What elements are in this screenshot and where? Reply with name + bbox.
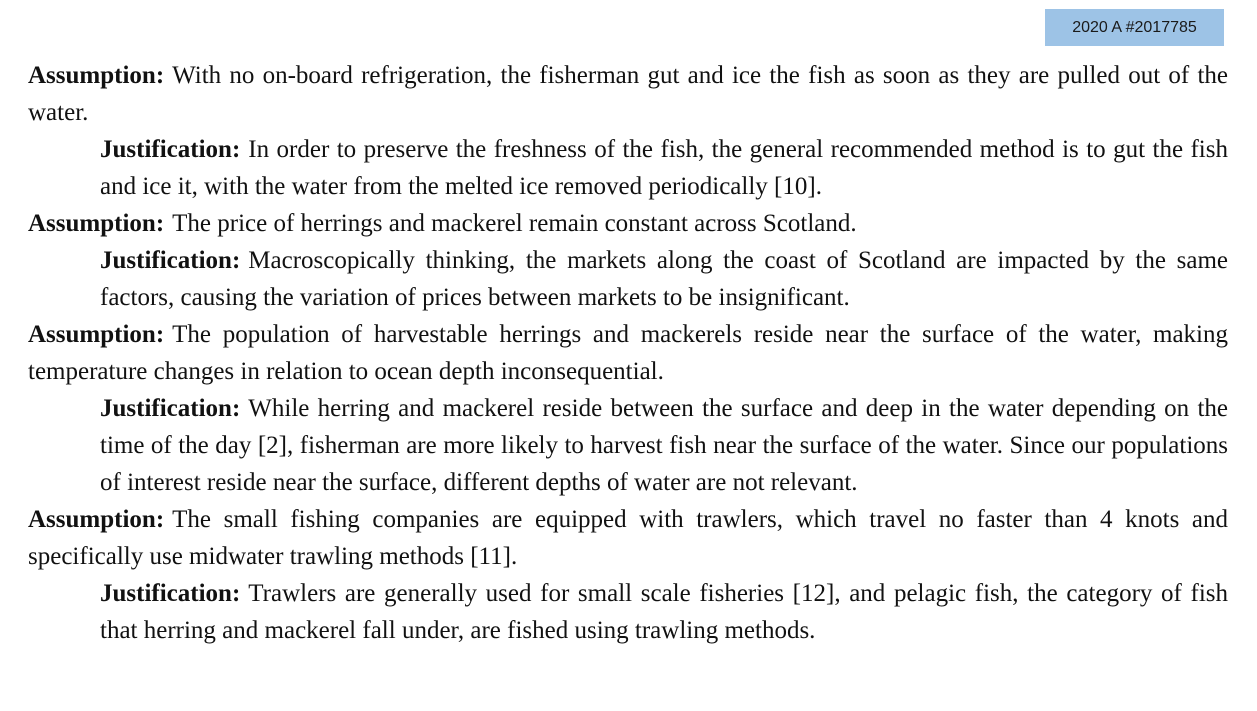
assumption-3 — [28, 316, 1228, 390]
assumptions-section — [28, 57, 1228, 649]
justification-text: In order to preserve the freshness of the fish, the general recommended method is to gut the fish and ice it, with the water from the melted ice removed periodically [10]. — [100, 136, 1228, 200]
assumption-label: Assumption: — [28, 62, 165, 89]
justification-label: Justification: — [100, 580, 241, 607]
assumption-text: With no on-board refrigeration, the fisherman gut and ice the fish as soon as they are pulled out of the water. — [28, 62, 1228, 126]
assumption-text: The price of herrings and mackerel remain constant across Scotland. — [172, 210, 857, 237]
assumption-label: Assumption: — [28, 210, 165, 237]
assumption-label: Assumption: — [28, 506, 165, 533]
justification-label: Justification: — [100, 247, 241, 274]
justification-3 — [28, 390, 1228, 501]
justification-text: Macroscopically thinking, the markets along the coast of Scotland are impacted by the same factors, causing the variation of prices between markets to be insignificant. — [100, 247, 1228, 311]
justification-label: Justification: — [100, 136, 241, 163]
assumption-text: The small fishing companies are equipped with trawlers, which travel no faster than 4 knots and specifically use midwater trawling methods [11]. — [28, 506, 1228, 570]
document-id-tag: 2020 A #2017785 — [1045, 9, 1224, 46]
justification-4 — [28, 575, 1228, 649]
justification-text: While herring and mackerel reside between the surface and deep in the water depending on the time of the day [2], fisherman are more likely to harvest fish near the surface of the water. Since our populations of interest reside near the surface, different depths of water are not relevant. — [100, 395, 1228, 496]
justification-2 — [28, 242, 1228, 316]
justification-label: Justification: — [100, 395, 241, 422]
assumption-4 — [28, 501, 1228, 575]
justification-text: Trawlers are generally used for small scale fisheries [12], and pelagic fish, the category of fish that herring and mackerel fall under, are fished using trawling methods. — [100, 580, 1228, 644]
assumption-2 — [28, 205, 1228, 242]
assumption-text: The population of harvestable herrings and mackerels reside near the surface of the water, making temperature changes in relation to ocean depth inconsequential. — [28, 321, 1228, 385]
assumption-label: Assumption: — [28, 321, 165, 348]
assumption-1 — [28, 57, 1228, 131]
justification-1 — [28, 131, 1228, 205]
